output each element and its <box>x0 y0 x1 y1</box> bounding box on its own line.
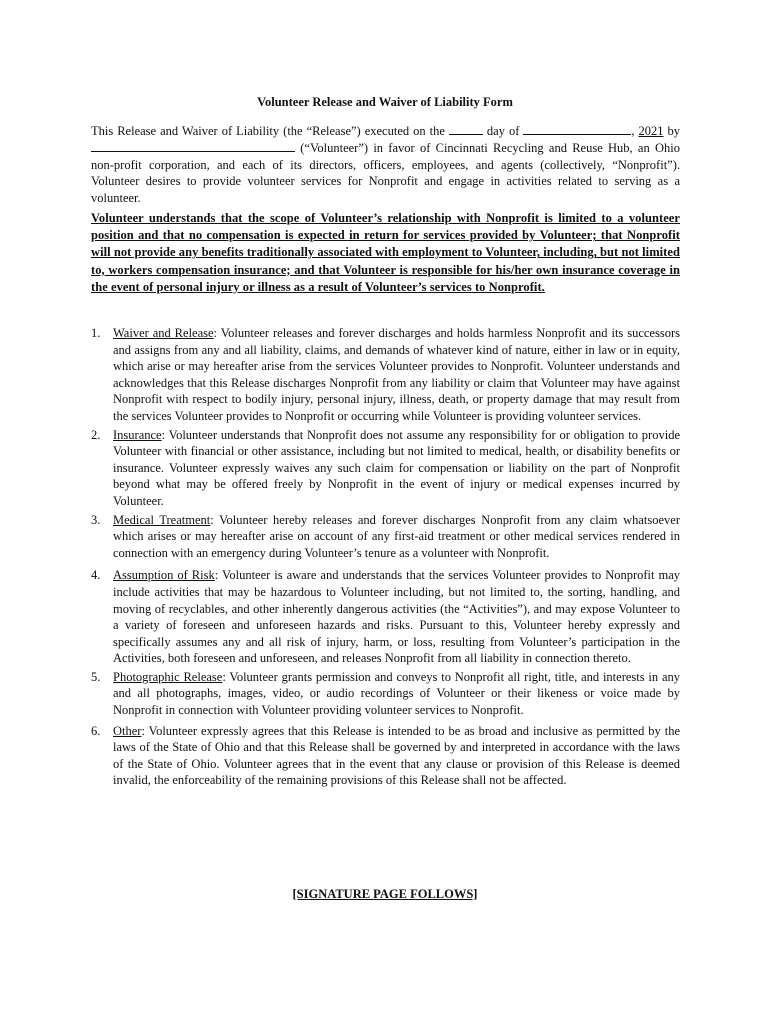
item-heading: Insurance <box>113 427 162 442</box>
list-item <box>91 512 680 562</box>
item-number: 3. <box>91 512 101 527</box>
item-heading: Waiver and Release <box>113 326 214 340</box>
intro-paragraph <box>91 122 680 206</box>
item-number: 2. <box>91 427 101 442</box>
item-text: : Volunteer expressly agrees that this Release is intended to be as broad and inclusive as permitted by the laws of the State of Ohio and that this Release shall be governed by and interpreted in accordance with the laws of the State of Ohio. Volunteer agrees that in the event that any clause or provision of this Release is deemed invalid, the enforceability of the remaining provisions of this Release shall not be affected. <box>113 723 680 788</box>
item-number: 1. <box>91 326 101 340</box>
intro-text-2: day of <box>486 124 520 138</box>
item-heading: Other <box>113 723 142 738</box>
intro-text-1: This Release and Waiver of Liability (the “Release”) executed on the <box>91 124 445 138</box>
list-item <box>91 325 680 425</box>
list-item <box>91 669 680 719</box>
item-text: : Volunteer releases and forever discharges and holds harmless Nonprofit and its successors and assigns from any and all liability, claims, and demands of whatever kind of nature, either in law or in equity, which arise or may hereafter arise from the services Volunteer provides to Nonprofit. Volunteer understands and acknowledges that this Release discharges Nonprofit from any liability or claim that Volunteer may have against Nonprofit with respect to bodily injury, personal injury, illness, death, or property damage that may result from the services Volunteer provides to Nonprofit or occurring while Volunteer is providing volunteer services. <box>113 326 680 423</box>
item-text: : Volunteer grants permission and conveys to Nonprofit all right, title, and interests in any and all photographs, images, video, or audio recordings of Volunteer or their likeness or voice made by Nonprofit in connection with Volunteer providing volunteer services to Nonprofit. <box>113 669 680 718</box>
signature-page-follows: [SIGNATURE PAGE FOLLOWS] <box>292 887 478 901</box>
item-number: 6. <box>91 723 101 738</box>
intro-text-5: (“Volunteer”) in favor of Cincinnati Recycling and Reuse Hub, an Ohio non-profit corporation, and each of its directors, officers, employees, and agents (collectively, “Nonprofit”). Volunteer desires to provide volunteer services for Nonprofit and engage in activities related to serving as a volunteer. <box>91 141 680 205</box>
intro-text-3: , <box>631 124 635 138</box>
day-blank-field[interactable] <box>449 122 483 135</box>
volunteer-name-blank-field[interactable] <box>91 139 295 152</box>
item-number: 5. <box>91 669 101 684</box>
release-clauses-list <box>91 325 680 789</box>
item-heading: Medical Treatment <box>113 512 211 527</box>
item-text: : Volunteer hereby releases and forever discharges Nonprofit from any claim whatsoever which arises or may hereafter arise on account of any first-aid treatment or other medical services rendered in connection with an emergency during Volunteer’s tenure as a volunteer with Nonprofit. <box>113 512 680 560</box>
month-blank-field[interactable] <box>523 122 631 135</box>
item-text: : Volunteer is aware and understands that the services Volunteer provides to Nonprofit may include activities that may be hazardous to Volunteer including, but not limited to, the sorting, handling, and moving of recyclables, and other inherently dangerous activities (the “Activities”), and may expose Volunteer to a variety of foreseen and unforeseen hazards and risks. Pursuant to this, Volunteer hereby expressly and specifically assumes any and all risk of injury, harm, or loss, resulting from Volunteer’s participation in the Activities, both foreseen and unforeseen, and releases Nonprofit from all liability in connection thereto. <box>113 568 680 666</box>
list-item <box>91 427 680 510</box>
year-value: 2021 <box>638 124 664 138</box>
employment-notice: Volunteer understands that the scope of Volunteer’s relationship with Nonprofit is limited to a volunteer position and that no compensation is expected in return for services provided by Volunteer; that Nonprofit will not provide any benefits traditionally associated with employment to Volunteer, including, but not limited to, workers compensation insurance; and that Volunteer is responsible for his/her own insurance coverage in the event of personal injury or illness as a result of Volunteer’s services to Nonprofit. <box>91 211 680 294</box>
document-title: Volunteer Release and Waiver of Liability Form <box>257 95 513 109</box>
intro-text-4: by <box>667 124 680 138</box>
item-heading: Photographic Release <box>113 669 223 684</box>
list-item <box>91 723 680 789</box>
list-item <box>91 567 680 667</box>
item-text: : Volunteer understands that Nonprofit does not assume any responsibility for or obligation to provide Volunteer with financial or other assistance, including but not limited to medical, health, or disability benefits or insurance. Volunteer expressly waives any such claim for compensation or liability on the part of Nonprofit beyond what may be offered freely by Nonprofit in the event of injury or medical expenses incurred by Volunteer. <box>113 427 680 508</box>
item-number: 4. <box>91 568 101 583</box>
item-heading: Assumption of Risk <box>113 568 215 583</box>
